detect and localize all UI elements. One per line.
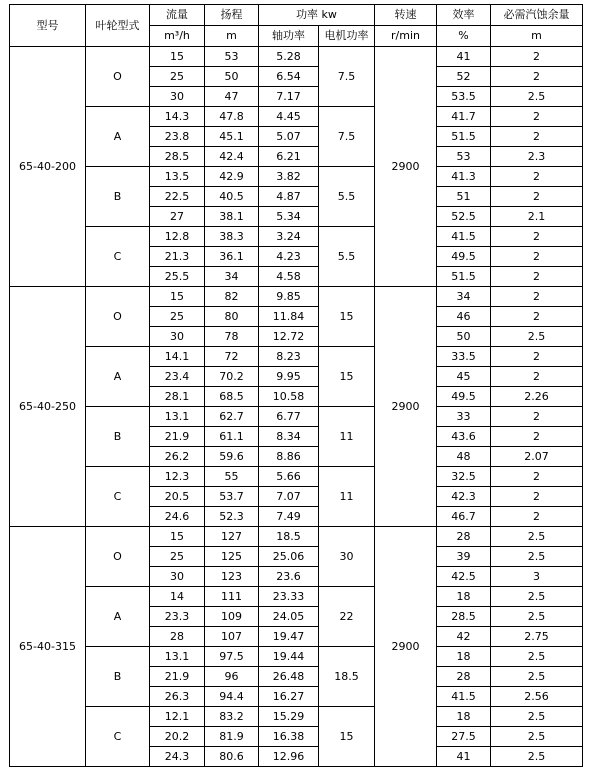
efficiency-cell: 42.3 [437, 487, 491, 507]
head-cell: 42.4 [205, 147, 259, 167]
efficiency-cell: 41 [437, 747, 491, 767]
motor-power-cell: 30 [319, 527, 375, 587]
npsh-cell: 2.1 [491, 207, 583, 227]
flow-cell: 26.2 [150, 447, 205, 467]
motor-power-cell: 18.5 [319, 647, 375, 707]
efficiency-cell: 42.5 [437, 567, 491, 587]
flow-cell: 14.1 [150, 347, 205, 367]
speed-cell: 2900 [375, 47, 437, 287]
shaft-power-cell: 24.05 [259, 607, 319, 627]
efficiency-cell: 34 [437, 287, 491, 307]
shaft-power-cell: 6.21 [259, 147, 319, 167]
speed-cell: 2900 [375, 527, 437, 767]
motor-power-cell: 7.5 [319, 107, 375, 167]
head-cell: 81.9 [205, 727, 259, 747]
shaft-power-cell: 16.27 [259, 687, 319, 707]
shaft-power-cell: 8.23 [259, 347, 319, 367]
flow-cell: 26.3 [150, 687, 205, 707]
efficiency-cell: 43.6 [437, 427, 491, 447]
head-cell: 68.5 [205, 387, 259, 407]
table-row [10, 347, 583, 367]
efficiency-cell: 33.5 [437, 347, 491, 367]
flow-cell: 28.5 [150, 147, 205, 167]
flow-cell: 25.5 [150, 267, 205, 287]
shaft-power-cell: 5.07 [259, 127, 319, 147]
npsh-cell: 2 [491, 227, 583, 247]
head-cell: 38.1 [205, 207, 259, 227]
npsh-cell: 2.5 [491, 587, 583, 607]
flow-cell: 13.1 [150, 407, 205, 427]
motor-power-cell: 11 [319, 407, 375, 467]
head-cell: 96 [205, 667, 259, 687]
head-cell: 82 [205, 287, 259, 307]
head-cell: 107 [205, 627, 259, 647]
flow-cell: 23.3 [150, 607, 205, 627]
impeller-type-cell: O [86, 527, 150, 587]
efficiency-cell: 42 [437, 627, 491, 647]
header-shaft-power: 轴功率 [259, 26, 319, 47]
efficiency-cell: 41 [437, 47, 491, 67]
shaft-power-cell: 8.86 [259, 447, 319, 467]
flow-cell: 21.9 [150, 427, 205, 447]
head-cell: 61.1 [205, 427, 259, 447]
efficiency-cell: 18 [437, 647, 491, 667]
shaft-power-cell: 5.28 [259, 47, 319, 67]
efficiency-cell: 28 [437, 527, 491, 547]
table-row [10, 167, 583, 187]
npsh-cell: 2 [491, 427, 583, 447]
flow-cell: 14 [150, 587, 205, 607]
efficiency-cell: 41.5 [437, 687, 491, 707]
head-cell: 80 [205, 307, 259, 327]
efficiency-cell: 49.5 [437, 247, 491, 267]
flow-cell: 28 [150, 627, 205, 647]
flow-cell: 30 [150, 87, 205, 107]
shaft-power-cell: 5.66 [259, 467, 319, 487]
shaft-power-cell: 25.06 [259, 547, 319, 567]
head-cell: 62.7 [205, 407, 259, 427]
head-cell: 45.1 [205, 127, 259, 147]
npsh-cell: 2 [491, 127, 583, 147]
flow-cell: 25 [150, 67, 205, 87]
efficiency-cell: 51.5 [437, 267, 491, 287]
shaft-power-cell: 16.38 [259, 727, 319, 747]
npsh-cell: 2 [491, 347, 583, 367]
efficiency-cell: 46 [437, 307, 491, 327]
shaft-power-cell: 23.33 [259, 587, 319, 607]
shaft-power-cell: 9.85 [259, 287, 319, 307]
impeller-type-cell: C [86, 227, 150, 287]
flow-cell: 23.4 [150, 367, 205, 387]
shaft-power-cell: 6.77 [259, 407, 319, 427]
npsh-cell: 2.5 [491, 667, 583, 687]
header-speed: 转速 [375, 5, 437, 26]
npsh-cell: 2 [491, 467, 583, 487]
efficiency-cell: 28 [437, 667, 491, 687]
head-cell: 83.2 [205, 707, 259, 727]
npsh-cell: 2.5 [491, 87, 583, 107]
header-efficiency-unit: % [437, 26, 491, 47]
speed-cell: 2900 [375, 287, 437, 527]
npsh-cell: 2.26 [491, 387, 583, 407]
shaft-power-cell: 19.44 [259, 647, 319, 667]
motor-power-cell: 22 [319, 587, 375, 647]
efficiency-cell: 50 [437, 327, 491, 347]
table-row [10, 587, 583, 607]
efficiency-cell: 53.5 [437, 87, 491, 107]
flow-cell: 24.6 [150, 507, 205, 527]
flow-cell: 20.5 [150, 487, 205, 507]
head-cell: 36.1 [205, 247, 259, 267]
header-motor-power: 电机功率 [319, 26, 375, 47]
shaft-power-cell: 12.96 [259, 747, 319, 767]
shaft-power-cell: 6.54 [259, 67, 319, 87]
head-cell: 125 [205, 547, 259, 567]
npsh-cell: 2.5 [491, 707, 583, 727]
efficiency-cell: 52.5 [437, 207, 491, 227]
motor-power-cell: 5.5 [319, 227, 375, 287]
efficiency-cell: 48 [437, 447, 491, 467]
header-flow: 流量 [150, 5, 205, 26]
efficiency-cell: 27.5 [437, 727, 491, 747]
efficiency-cell: 18 [437, 587, 491, 607]
shaft-power-cell: 23.6 [259, 567, 319, 587]
flow-cell: 20.2 [150, 727, 205, 747]
npsh-cell: 2 [491, 187, 583, 207]
shaft-power-cell: 9.95 [259, 367, 319, 387]
flow-cell: 14.3 [150, 107, 205, 127]
npsh-cell: 2.5 [491, 327, 583, 347]
impeller-type-cell: A [86, 587, 150, 647]
npsh-cell: 2.5 [491, 747, 583, 767]
flow-cell: 25 [150, 547, 205, 567]
npsh-cell: 2.5 [491, 647, 583, 667]
npsh-cell: 2.07 [491, 447, 583, 467]
npsh-cell: 2 [491, 507, 583, 527]
shaft-power-cell: 4.58 [259, 267, 319, 287]
header-speed-unit: r/min [375, 26, 437, 47]
efficiency-cell: 18 [437, 707, 491, 727]
impeller-type-cell: A [86, 347, 150, 407]
shaft-power-cell: 15.29 [259, 707, 319, 727]
flow-cell: 12.3 [150, 467, 205, 487]
model-cell: 65-40-250 [10, 287, 86, 527]
efficiency-cell: 52 [437, 67, 491, 87]
flow-cell: 23.8 [150, 127, 205, 147]
npsh-cell: 2 [491, 267, 583, 287]
motor-power-cell: 11 [319, 467, 375, 527]
efficiency-cell: 53 [437, 147, 491, 167]
model-cell: 65-40-315 [10, 527, 86, 767]
efficiency-cell: 33 [437, 407, 491, 427]
npsh-cell: 2 [491, 247, 583, 267]
npsh-cell: 2 [491, 67, 583, 87]
table-row [10, 407, 583, 427]
npsh-cell: 2 [491, 487, 583, 507]
head-cell: 50 [205, 67, 259, 87]
head-cell: 111 [205, 587, 259, 607]
npsh-cell: 2.56 [491, 687, 583, 707]
table-row [10, 47, 583, 67]
shaft-power-cell: 4.45 [259, 107, 319, 127]
flow-cell: 30 [150, 327, 205, 347]
efficiency-cell: 32.5 [437, 467, 491, 487]
table-row [10, 707, 583, 727]
table-row [10, 527, 583, 547]
table-row [10, 647, 583, 667]
head-cell: 94.4 [205, 687, 259, 707]
motor-power-cell: 7.5 [319, 47, 375, 107]
shaft-power-cell: 18.5 [259, 527, 319, 547]
motor-power-cell: 15 [319, 347, 375, 407]
header-npsh-unit: m [491, 26, 583, 47]
shaft-power-cell: 12.72 [259, 327, 319, 347]
header-npsh: 必需汽蚀余量 [491, 5, 583, 26]
head-cell: 109 [205, 607, 259, 627]
header-head-unit: m [205, 26, 259, 47]
npsh-cell: 2.75 [491, 627, 583, 647]
shaft-power-cell: 11.84 [259, 307, 319, 327]
efficiency-cell: 46.7 [437, 507, 491, 527]
head-cell: 59.6 [205, 447, 259, 467]
head-cell: 55 [205, 467, 259, 487]
impeller-type-cell: B [86, 407, 150, 467]
npsh-cell: 2.5 [491, 547, 583, 567]
flow-cell: 15 [150, 527, 205, 547]
header-head: 扬程 [205, 5, 259, 26]
head-cell: 70.2 [205, 367, 259, 387]
header-row [10, 5, 583, 26]
head-cell: 80.6 [205, 747, 259, 767]
npsh-cell: 2.5 [491, 527, 583, 547]
impeller-type-cell: O [86, 287, 150, 347]
shaft-power-cell: 3.24 [259, 227, 319, 247]
table-row [10, 227, 583, 247]
flow-cell: 12.8 [150, 227, 205, 247]
shaft-power-cell: 8.34 [259, 427, 319, 447]
efficiency-cell: 41.3 [437, 167, 491, 187]
shaft-power-cell: 4.87 [259, 187, 319, 207]
shaft-power-cell: 7.07 [259, 487, 319, 507]
flow-cell: 25 [150, 307, 205, 327]
efficiency-cell: 41.7 [437, 107, 491, 127]
head-cell: 72 [205, 347, 259, 367]
impeller-type-cell: A [86, 107, 150, 167]
header-power: 功率 kw [259, 5, 375, 26]
header-impeller-type: 叶轮型式 [86, 5, 150, 47]
npsh-cell: 2 [491, 167, 583, 187]
efficiency-cell: 51.5 [437, 127, 491, 147]
flow-cell: 13.5 [150, 167, 205, 187]
flow-cell: 15 [150, 287, 205, 307]
head-cell: 40.5 [205, 187, 259, 207]
header-efficiency: 效率 [437, 5, 491, 26]
npsh-cell: 3 [491, 567, 583, 587]
flow-cell: 24.3 [150, 747, 205, 767]
shaft-power-cell: 5.34 [259, 207, 319, 227]
shaft-power-cell: 26.48 [259, 667, 319, 687]
motor-power-cell: 15 [319, 707, 375, 767]
efficiency-cell: 28.5 [437, 607, 491, 627]
head-cell: 97.5 [205, 647, 259, 667]
head-cell: 47 [205, 87, 259, 107]
head-cell: 52.3 [205, 507, 259, 527]
npsh-cell: 2 [491, 287, 583, 307]
impeller-type-cell: O [86, 47, 150, 107]
npsh-cell: 2 [491, 367, 583, 387]
shaft-power-cell: 7.49 [259, 507, 319, 527]
npsh-cell: 2 [491, 307, 583, 327]
shaft-power-cell: 7.17 [259, 87, 319, 107]
head-cell: 78 [205, 327, 259, 347]
motor-power-cell: 15 [319, 287, 375, 347]
flow-cell: 21.3 [150, 247, 205, 267]
flow-cell: 22.5 [150, 187, 205, 207]
head-cell: 53 [205, 47, 259, 67]
header-flow-unit: m³/h [150, 26, 205, 47]
flow-cell: 13.1 [150, 647, 205, 667]
head-cell: 47.8 [205, 107, 259, 127]
npsh-cell: 2.5 [491, 727, 583, 747]
impeller-type-cell: C [86, 467, 150, 527]
header-model: 型号 [10, 5, 86, 47]
head-cell: 42.9 [205, 167, 259, 187]
efficiency-cell: 45 [437, 367, 491, 387]
efficiency-cell: 41.5 [437, 227, 491, 247]
head-cell: 38.3 [205, 227, 259, 247]
table-row [10, 287, 583, 307]
npsh-cell: 2.3 [491, 147, 583, 167]
flow-cell: 21.9 [150, 667, 205, 687]
table-row [10, 467, 583, 487]
impeller-type-cell: C [86, 707, 150, 767]
npsh-cell: 2 [491, 107, 583, 127]
shaft-power-cell: 10.58 [259, 387, 319, 407]
flow-cell: 28.1 [150, 387, 205, 407]
efficiency-cell: 49.5 [437, 387, 491, 407]
flow-cell: 30 [150, 567, 205, 587]
efficiency-cell: 39 [437, 547, 491, 567]
impeller-type-cell: B [86, 167, 150, 227]
pump-spec-table-wrapper [9, 4, 583, 767]
npsh-cell: 2 [491, 47, 583, 67]
pump-spec-table [9, 4, 583, 767]
head-cell: 53.7 [205, 487, 259, 507]
impeller-type-cell: B [86, 647, 150, 707]
flow-cell: 27 [150, 207, 205, 227]
npsh-cell: 2 [491, 407, 583, 427]
efficiency-cell: 51 [437, 187, 491, 207]
flow-cell: 15 [150, 47, 205, 67]
head-cell: 123 [205, 567, 259, 587]
shaft-power-cell: 3.82 [259, 167, 319, 187]
head-cell: 127 [205, 527, 259, 547]
motor-power-cell: 5.5 [319, 167, 375, 227]
head-cell: 34 [205, 267, 259, 287]
npsh-cell: 2.5 [491, 607, 583, 627]
model-cell: 65-40-200 [10, 47, 86, 287]
shaft-power-cell: 19.47 [259, 627, 319, 647]
table-body [10, 47, 583, 767]
table-row [10, 107, 583, 127]
flow-cell: 12.1 [150, 707, 205, 727]
shaft-power-cell: 4.23 [259, 247, 319, 267]
